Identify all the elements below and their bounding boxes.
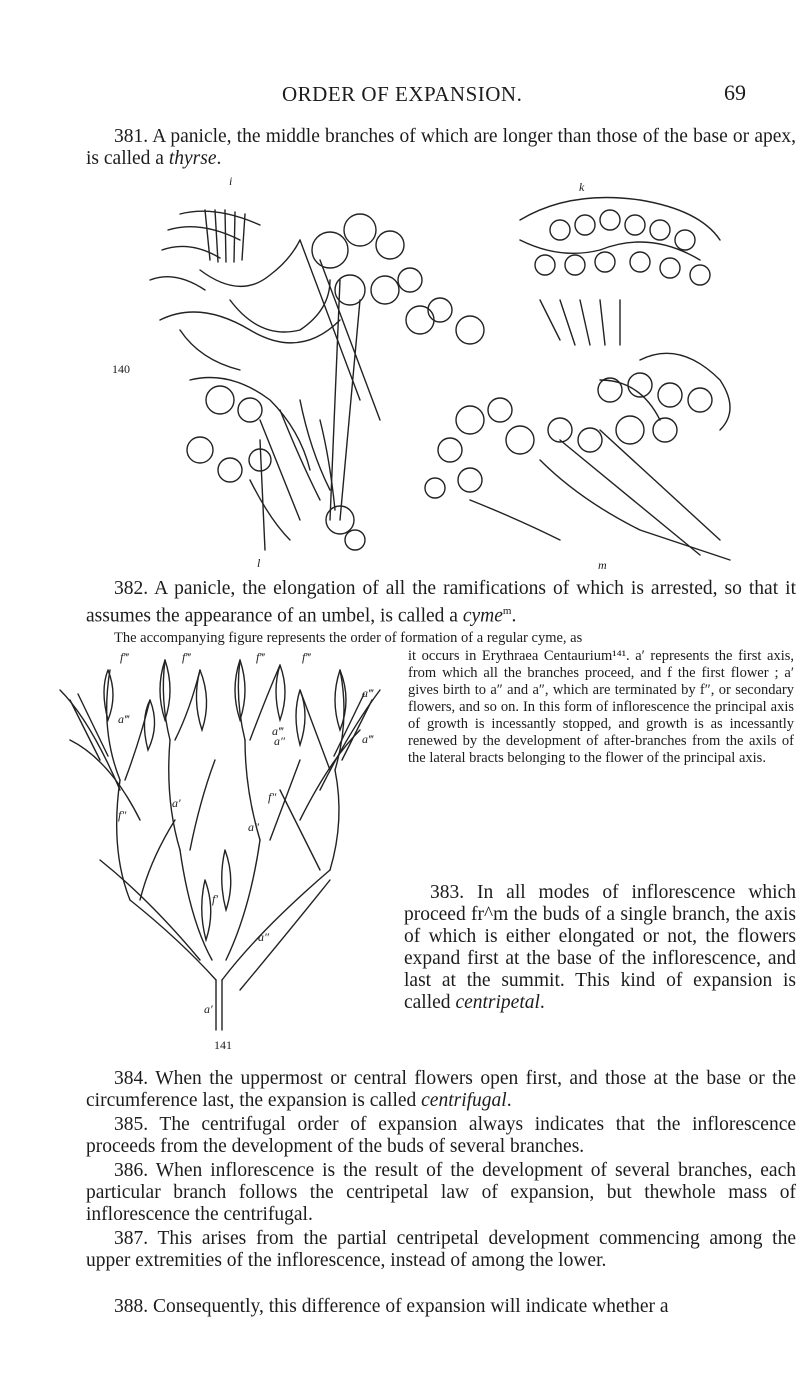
paragraph-number: 385. <box>114 1114 149 1135</box>
paragraph-number: 384. <box>114 1068 149 1089</box>
paragraph-number: 387. <box>114 1228 149 1249</box>
paragraph-number: 383. <box>430 882 465 903</box>
paragraph-text: This arises from the partial centripetal development commencing among the upper extremities of the inflorescence, instead of among the lower. <box>86 1228 796 1271</box>
page-number: 69 <box>724 80 746 105</box>
thyrse-illustration <box>0 170 800 570</box>
paragraph-number: 382. <box>114 578 149 599</box>
punctuation: . <box>506 1090 512 1111</box>
paragraph-text: Consequently, this difference of expansion will indicate whether a <box>148 1296 669 1317</box>
figure-label-m: m <box>598 558 607 572</box>
paragraph-387 <box>86 1228 796 1272</box>
cyme-label: a′ <box>172 796 181 810</box>
paragraph-text: The centrifugal order of expansion always indicates that the inflorescence proceeds from the development of the buds of several branches. <box>86 1114 796 1157</box>
cyme-label: f″ <box>118 808 127 822</box>
cyme-label: f‴ <box>256 650 265 664</box>
figure-141-caption-body: it occurs in Erythraea Centaurium¹⁴¹. a′ represents the first axis, from which all the branches proceed, and f the first flower ; a′ gives birth to a″ and a″, which are terminated by f″, or secondary flowers, and so on. In this form of inflorescence the principal axis of growth is incessantly stopped, and growth is as incessantly renewed by the development of after-branches from the axils of the lateral bracts belonging to the flower of the principal axis. <box>408 648 794 766</box>
cyme-label: a‴ <box>362 686 374 700</box>
paragraph-384 <box>86 1068 796 1112</box>
paragraph-text: When the uppermost or central flowers open first, and those at the base or the circumference last, the expansion is called <box>86 1068 796 1111</box>
cyme-label: a‴ <box>118 712 130 726</box>
figure-label-i: i <box>229 174 233 188</box>
cyme-label: f‴ <box>120 650 129 664</box>
punctuation: . <box>216 148 222 169</box>
running-title: ORDER OF EXPANSION. <box>282 82 523 106</box>
paragraph-number: 388. <box>114 1296 149 1317</box>
paragraph-text: A panicle, the elongation of all the ramifications of which is arrested, so that it assumes the appearance of an umbel, is called a <box>86 578 796 627</box>
paragraph-text: A panicle, the middle branches of which are longer than those of the base or apex, is called a <box>86 126 796 169</box>
paragraph-386 <box>86 1160 796 1226</box>
figure-number: 140 <box>112 362 130 376</box>
punctuation: . <box>539 992 545 1013</box>
cyme-label: a‴ <box>362 732 374 746</box>
paragraph-381 <box>86 126 796 170</box>
footnote-marker: m <box>502 605 512 617</box>
term-centrifugal: centrifugal <box>421 1090 507 1111</box>
paragraph-text: When inflorescence is the result of the development of several branches, each particular branch follows the centripetal law of expansion, but thewhole mass of inflorescence the centrifugal. <box>86 1160 796 1225</box>
cyme-label: f‴ <box>182 650 191 664</box>
figure-141-caption-lead: The accompanying figure represents the order of formation of a regular cyme, as <box>114 630 583 646</box>
figure-label-k: k <box>579 180 585 194</box>
punctuation: . <box>511 605 517 627</box>
paragraph-388 <box>86 1296 796 1318</box>
paragraph-number: 386. <box>114 1160 149 1181</box>
term-cyme: cyme <box>462 605 503 627</box>
cyme-label: a″ <box>248 820 259 834</box>
cyme-label: a″ <box>274 734 285 748</box>
cyme-label: a′ <box>204 1002 213 1016</box>
paragraph-385 <box>86 1114 796 1158</box>
paragraph-text: In all modes of inflorescence which proceed fr^m the buds of a single branch, the axis of which is either elongated or not, the flowers expand first at the base of the inflorescence, and last at the summit. This kind of expansion is called <box>404 882 796 1013</box>
cyme-label: f″ <box>268 790 277 804</box>
cyme-label: a″ <box>258 930 269 944</box>
term-thyrse: thyrse <box>168 148 217 169</box>
figure-number: 141 <box>214 1038 232 1052</box>
paragraph-number: 381. <box>114 126 149 147</box>
cyme-label: a‴ <box>272 724 284 738</box>
figure-label-l: l <box>257 556 261 570</box>
paragraph-382 <box>86 578 796 628</box>
paragraph-383 <box>404 882 796 1014</box>
cyme-label: f‴ <box>302 650 311 664</box>
term-centripetal: centripetal <box>455 992 540 1013</box>
cyme-label: f′ <box>212 892 218 906</box>
